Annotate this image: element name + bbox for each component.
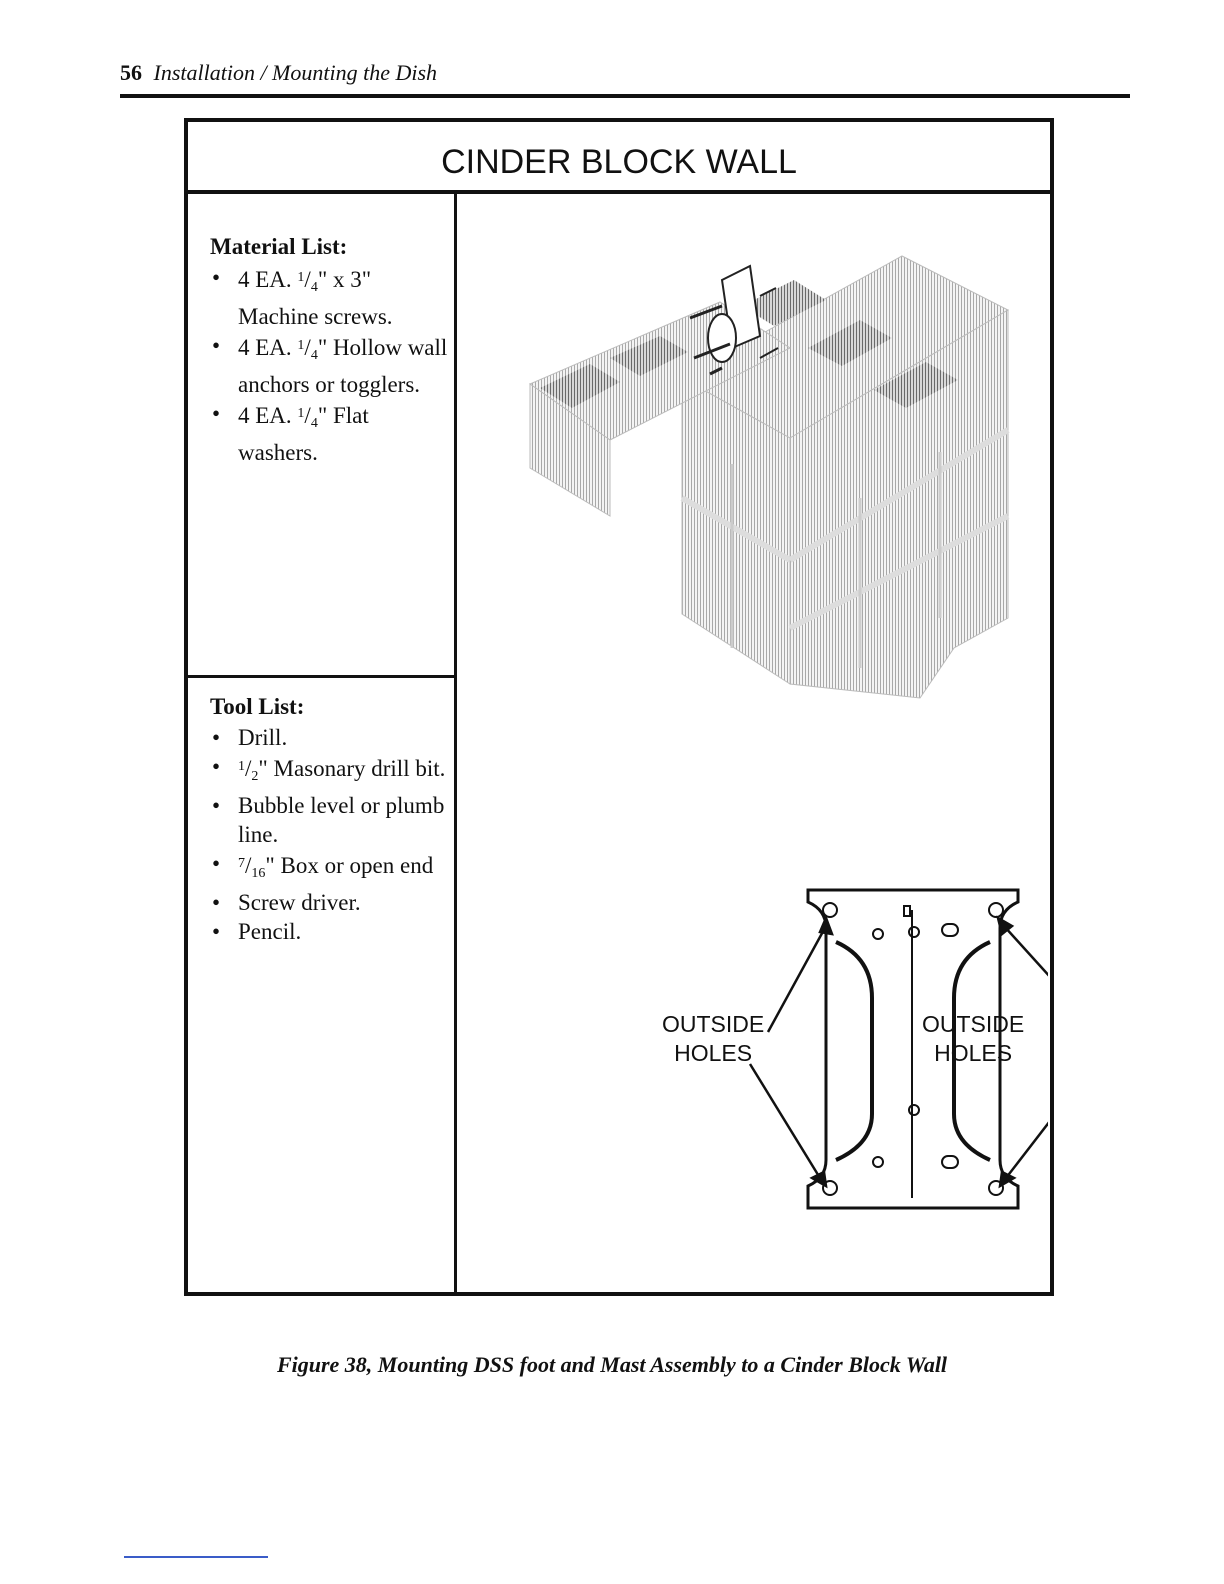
tool-list-item (210, 791, 450, 849)
fraction-denominator: 4 (310, 280, 318, 295)
cinder-block-wall (530, 256, 1008, 698)
fraction-denominator: 4 (310, 348, 318, 363)
fraction: $^1/_4$ (297, 335, 318, 363)
figure-title: CINDER BLOCK WALL (188, 122, 1050, 194)
tool-list-heading: Tool List: (210, 694, 305, 719)
tool-list-item (210, 752, 450, 791)
item-text: " Box or open end (265, 853, 434, 878)
row-divider (188, 675, 456, 678)
page-number: 56 (120, 60, 142, 85)
fraction-numerator: 1 (297, 338, 305, 353)
item-text: 4 EA. (238, 335, 298, 360)
tool-list-items (210, 723, 450, 946)
item-text: " Masonary drill bit. (258, 756, 446, 781)
item-text: Bubble level or plumb line. (238, 793, 445, 847)
callout-left-line1: OUTSIDE (662, 1011, 765, 1037)
figure-frame (184, 118, 1054, 1296)
fraction-denominator: 4 (310, 416, 318, 431)
callout-right-line2: HOLES (934, 1040, 1013, 1066)
item-text: Screw driver. (238, 890, 361, 915)
material-list-item (210, 331, 450, 399)
tool-list-item (210, 888, 450, 917)
fraction-denominator: 2 (251, 769, 259, 784)
fraction-numerator: 1 (297, 270, 305, 285)
item-text: " x 3" Machine screws. (238, 267, 393, 329)
fraction-numerator: 1 (238, 759, 245, 774)
illustration-area (460, 198, 1048, 1288)
item-text: Drill. (238, 725, 288, 750)
material-list-items (210, 263, 450, 467)
fraction: $^7/_{16}$ (238, 853, 266, 881)
callout-outside-holes-right (922, 1010, 1024, 1068)
fraction-denominator: 16 (251, 866, 266, 881)
cinder-block-illustration (460, 198, 1048, 1288)
fraction: $^1/_2$ (238, 756, 259, 784)
material-list-heading: Material List: (210, 234, 348, 259)
item-text: " Flat washers. (238, 403, 369, 465)
section-title: Installation / Mounting the Dish (153, 60, 438, 85)
material-list-item (210, 263, 450, 331)
fraction: $^1/_4$ (297, 267, 318, 295)
fraction-numerator: 1 (297, 406, 305, 421)
item-text: 4 EA. (238, 267, 298, 292)
tool-list-item (210, 849, 450, 888)
tool-list (210, 692, 450, 946)
fraction-numerator: 7 (238, 856, 245, 871)
footer-rule (124, 1556, 268, 1558)
item-text: 4 EA. (238, 403, 298, 428)
item-text: " Hollow wall anchors or togglers. (238, 335, 448, 397)
callout-outside-holes-left (662, 1010, 764, 1068)
header-rule (120, 94, 1130, 98)
callout-left-line2: HOLES (674, 1040, 753, 1066)
tool-list-item (210, 723, 450, 752)
material-list (210, 232, 450, 467)
column-divider (454, 194, 457, 1292)
callout-right-line1: OUTSIDE (922, 1011, 1025, 1037)
fraction: $^1/_4$ (297, 403, 318, 431)
item-text: Pencil. (238, 919, 302, 944)
figure-caption: Figure 38, Mounting DSS foot and Mast Assembly to a Cinder Block Wall (276, 1352, 948, 1377)
running-header (120, 60, 437, 86)
material-list-item (210, 399, 450, 467)
tool-list-item (210, 917, 450, 946)
